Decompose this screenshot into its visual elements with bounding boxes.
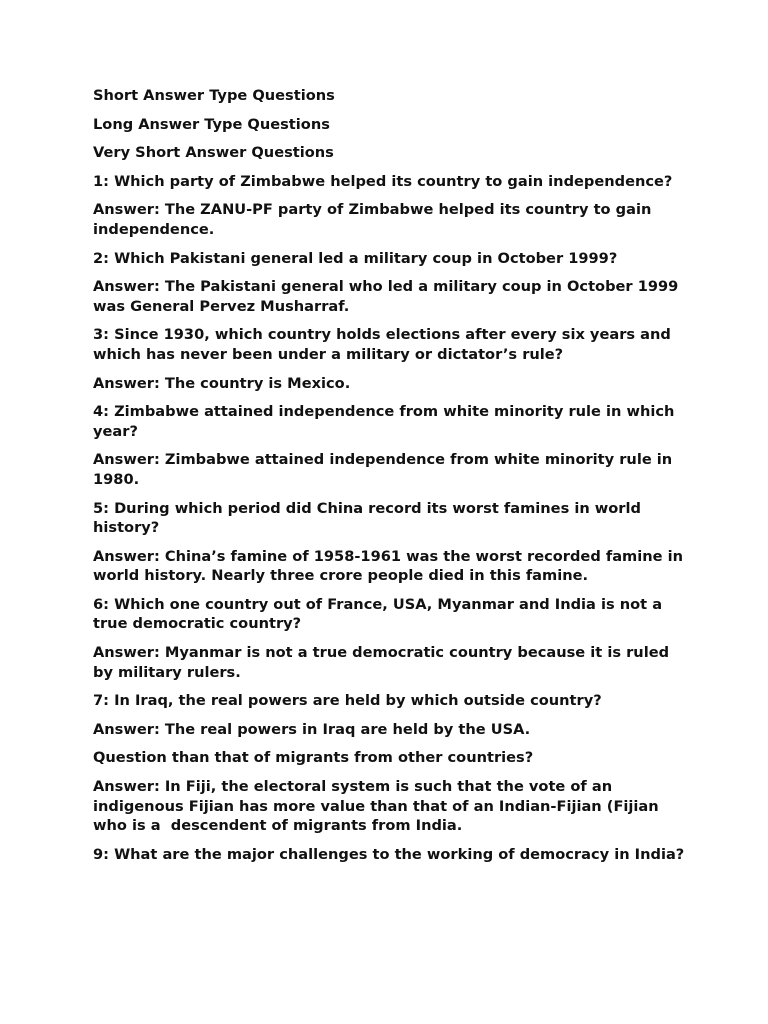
answer-3: Answer: The country is Mexico. — [93, 374, 351, 392]
question-7: 7: In Iraq, the real powers are held by which outside country? — [93, 692, 602, 710]
question-2: 2: Which Pakistani general led a military coup in October 1999? — [93, 249, 618, 267]
answer-6: Answer: Myanmar is not a true democratic country because it is ruled by military rulers. — [93, 644, 675, 681]
question-8: Question than that of migrants from other countries? — [93, 749, 534, 767]
heading-long-answer: Long Answer Type Questions — [93, 115, 330, 133]
answer-5: Answer: China’s famine of 1958-1961 was the worst recorded famine in world history. Nearly three crore people died in this famine. — [93, 547, 689, 585]
heading-very-short-answer: Very Short Answer Questions — [93, 144, 334, 162]
heading-short-answer: Short Answer Type Questions — [93, 87, 335, 104]
question-5: 5: During which period did China record its worst famines in world history? — [93, 499, 647, 537]
question-4: 4: Zimbabwe attained independence from white minority rule in which year? — [93, 403, 680, 440]
question-3: 3: Since 1930, which country holds elections after every six years and which has never been under a military or dictator’s rule? — [93, 326, 676, 363]
answer-4: Answer: Zimbabwe attained independence from white minority rule in 1980. — [93, 451, 678, 488]
answer-2: Answer: The Pakistani general who led a military coup in October 1999 was General Pervez Musharraf. — [93, 278, 684, 315]
question-1: 1: Which party of Zimbabwe helped its country to gain independence? — [93, 172, 673, 190]
document-body — [93, 86, 689, 873]
question-6: 6: Which one country out of France, USA, Myanmar and India is not a true democratic country? — [93, 595, 668, 633]
answer-8: Answer: In Fiji, the electoral system is such that the vote of an indigenous Fijian has more value than that of an Indian-Fijian (Fijian who is a descendent of migrants from India. — [93, 778, 664, 835]
answer-7: Answer: The real powers in Iraq are held by the USA. — [93, 720, 531, 738]
question-9: 9: What are the major challenges to the working of democracy in India? — [93, 845, 685, 863]
answer-1: Answer: The ZANU-PF party of Zimbabwe helped its country to gain independence. — [93, 201, 657, 238]
